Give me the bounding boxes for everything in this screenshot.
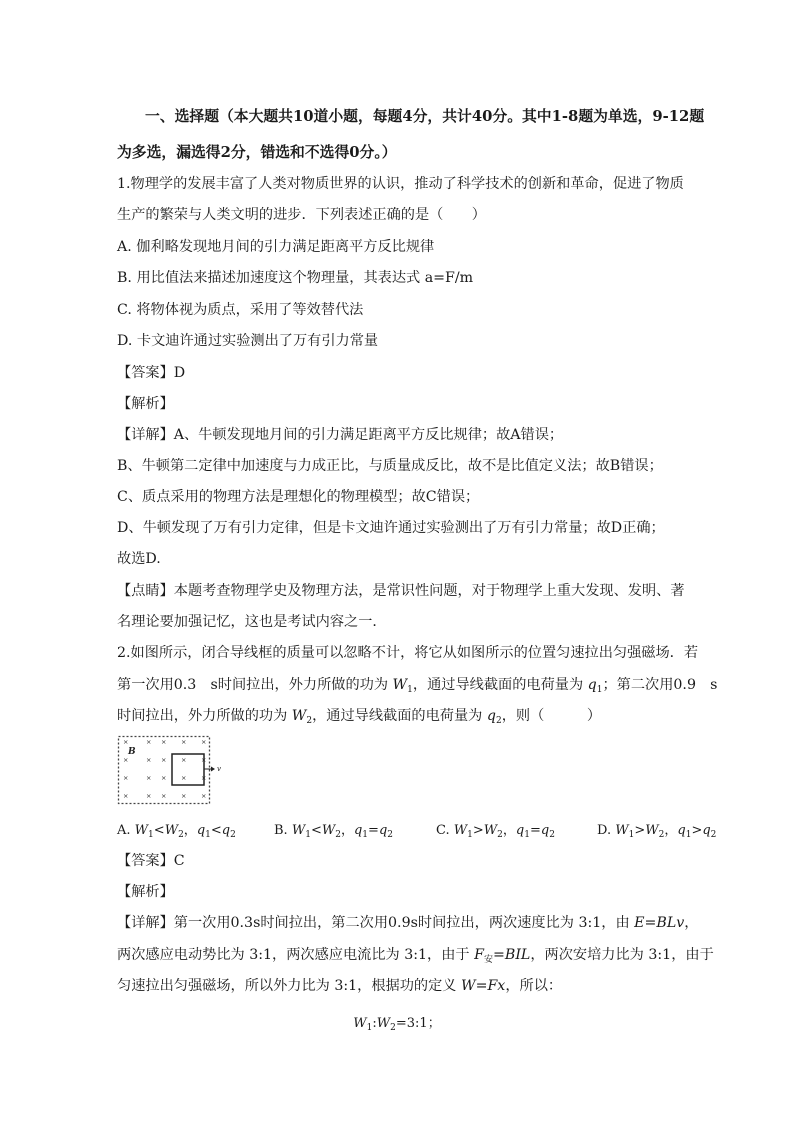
- q2-detail-line1: 【详解】第一次用0.3s时间拉出，第二次用0.9s时间拉出，两次速度比为 3:1，由 E=BLv，: [117, 915, 699, 931]
- q2-option-c: C. $W_1>W_2$，$q_1=q_2$: [436, 823, 555, 840]
- field-cross: ×: [161, 774, 167, 782]
- field-cross: ×: [146, 774, 152, 782]
- field-cross: ×: [201, 756, 207, 764]
- q1-analysis-label: 【解析】: [117, 396, 174, 412]
- q1-detail-line3: C、质点采用的物理方法是理想化的物理模型；故C错误；: [117, 489, 480, 505]
- q1-comment-line2: 名理论要加强记忆，这也是考试内容之一．: [117, 614, 387, 630]
- q1-option-a: A. 伽利略发现地月间的引力满足距离平方反比规律: [117, 239, 435, 255]
- field-cross: ×: [123, 774, 129, 782]
- field-cross: ×: [146, 792, 152, 800]
- field-cross: ×: [181, 792, 187, 800]
- q1-stem-line1: 1.物理学的发展丰富了人类对物质世界的认识，推动了科学技术的创新和革命，促进了物质: [117, 176, 684, 192]
- field-cross: ×: [146, 756, 152, 764]
- wire-loop: [172, 754, 207, 785]
- q2-stem-line1: 2.如图所示，闭合导线框的质量可以忽略不计，将它从如图所示的位置匀速拉出匀强磁场．若: [117, 645, 699, 661]
- q1-option-d: D. 卡文迪许通过实验测出了万有引力常量: [117, 333, 379, 349]
- field-cross: ×: [123, 792, 129, 800]
- field-cross: ×: [123, 738, 129, 746]
- q2-analysis-label: 【解析】: [117, 884, 174, 900]
- field-cross: ×: [201, 774, 207, 782]
- q1-option-b: B. 用比值法来描述加速度这个物理量，其表达式 a=F/m: [117, 270, 474, 286]
- field-cross: ×: [123, 756, 129, 764]
- q1-detail-line2: B、牛顿第二定律中加速度与力成正比，与质量成反比，故不是比值定义法；故B错误；: [117, 458, 663, 474]
- q2-option-a: A. $W_1<W_2$，$q_1<q_2$: [117, 823, 236, 840]
- q2-answer: 【答案】C: [117, 853, 185, 869]
- field-label: B: [128, 747, 136, 757]
- field-cross: ×: [201, 792, 207, 800]
- velocity-arrow-head-icon: [211, 767, 215, 772]
- q1-stem-line2: 生产的繁荣与人类文明的进步．下列表述正确的是（ ）: [117, 207, 486, 223]
- section-heading-line2: 为多选，漏选得2分，错选和不选得0分。）: [117, 144, 397, 161]
- q1-comment-line1: 【点睛】本题考查物理学史及物理方法，是常识性问题，对于物理学上重大发现、发明、著: [117, 583, 685, 599]
- field-cross: ×: [181, 774, 187, 782]
- q1-option-c: C. 将物体视为质点，采用了等效替代法: [117, 302, 364, 318]
- q2-option-b: B. $W_1<W_2$，$q_1=q_2$: [274, 823, 393, 840]
- q1-detail-line5: 故选D.: [117, 551, 161, 567]
- section-heading-line1: 一、选择题（本大题共10道小题，每题4分，共计40分。其中1-8题为单选，9-12题: [145, 108, 705, 125]
- field-cross: ×: [181, 756, 187, 764]
- field-cross: ×: [161, 738, 167, 746]
- field-cross: ×: [201, 738, 207, 746]
- q2-stem-line3: 时间拉出，外力所做的功为 $W_2$，通过导线截面的电荷量为 $q_2$，则（ ）: [117, 708, 602, 726]
- field-cross: ×: [146, 738, 152, 746]
- q2-stem-line2: 第一次用0.3 s时间拉出，外力所做的功为 $W_1$，通过导线截面的电荷量为 $q_1$；第二次用0.9 s: [117, 677, 718, 695]
- q2-detail-line2: 两次感应电动势比为 3:1，两次感应电流比为 3:1，由于 $F_安=BIL$，两次安培力比为 3:1，由于: [117, 947, 714, 965]
- velocity-label: v: [217, 765, 221, 773]
- q2-work-ratio-equation: $W_1:W_2=3:1$；: [353, 1016, 441, 1033]
- magnetic-field-figure: [117, 735, 221, 805]
- q2-detail-line3: 匀速拉出匀强磁场，所以外力比为 3:1，根据功的定义 W=Fx，所以：: [117, 978, 563, 994]
- field-cross: ×: [161, 756, 167, 764]
- q1-detail-line1: 【详解】A、牛顿发现地月间的引力满足距离平方反比规律；故A错误；: [117, 427, 564, 443]
- q1-detail-line4: D、牛顿发现了万有引力定律，但是卡文迪许通过实验测出了万有引力常量；故D正确；: [117, 520, 665, 536]
- field-cross: ×: [181, 738, 187, 746]
- q1-answer: 【答案】D: [117, 365, 186, 381]
- field-cross: ×: [161, 792, 167, 800]
- q2-option-d: D. $W_1>W_2$，$q_1>q_2$: [597, 823, 717, 840]
